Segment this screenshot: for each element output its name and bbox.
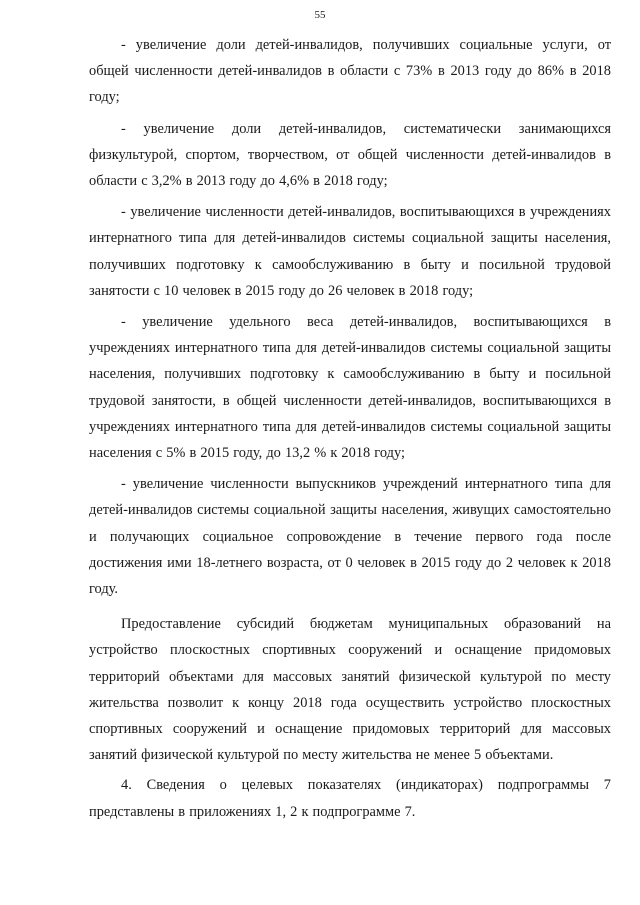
paragraph-2: - увеличение доли детей-инвалидов, систематически занимающихся физкультурой, спортом, творчеством, от общей численности детей-инвалидов в области с 3,2% в 2013 году до 4,6% в 2018 году;: [89, 120, 611, 190]
paragraph-1: - увеличение доли детей-инвалидов, получивших социальные услуги, от общей численности детей-инвалидов в области с 73% в 2013 году до 86% в 2018 году;: [89, 37, 611, 106]
document-body: [89, 32, 611, 825]
page-number: 55: [314, 9, 326, 21]
paragraph-6: Предоставление субсидий бюджетам муниципальных образований на устройство плоскостных спортивных сооружений и оснащение придомовых территорий объектами для массовых занятий физической культурой по месту жительства позволит к концу 2018 года осуществить устройство плоскостных спортивных сооружений и оснащение придомовых территорий для массовых занятий физической культурой по месту жительства не менее 5 объектами.: [89, 616, 611, 764]
paragraph-5: - увеличение численности выпускников учреждений интернатного типа для детей-инвалидов системы социальной защиты населения, живущих самостоятельно и получающих социальное сопровождение в течение первого года после достижения ими 18-летнего возраста, от 0 человек в 2015 году до 2 человек к 2018 году.: [89, 476, 611, 598]
paragraph-3: - увеличение численности детей-инвалидов, воспитывающихся в учреждениях интернатного типа для детей-инвалидов системы социальной защиты населения, получивших подготовку к самообслуживанию в быту и посильной трудовой занятости с 10 человек в 2015 году до 26 человек в 2018 году;: [89, 204, 611, 299]
paragraph-7: 4. Сведения о целевых показателях (индикаторах) подпрограммы 7 представлены в приложениях 1, 2 к подпрограмме 7.: [89, 777, 611, 820]
paragraph-4: - увеличение удельного веса детей-инвалидов, воспитывающихся в учреждениях интернатного типа для детей-инвалидов системы социальной защиты населения, получивших подготовку к самообслуживанию в быту и посильной трудовой занятости, в общей численности детей-инвалидов, воспитывающихся в учреждениях интернатного типа для детей-инвалидов системы социальной защиты населения с 5% в 2015 году, до 13,2 % к 2018 году;: [89, 314, 611, 462]
